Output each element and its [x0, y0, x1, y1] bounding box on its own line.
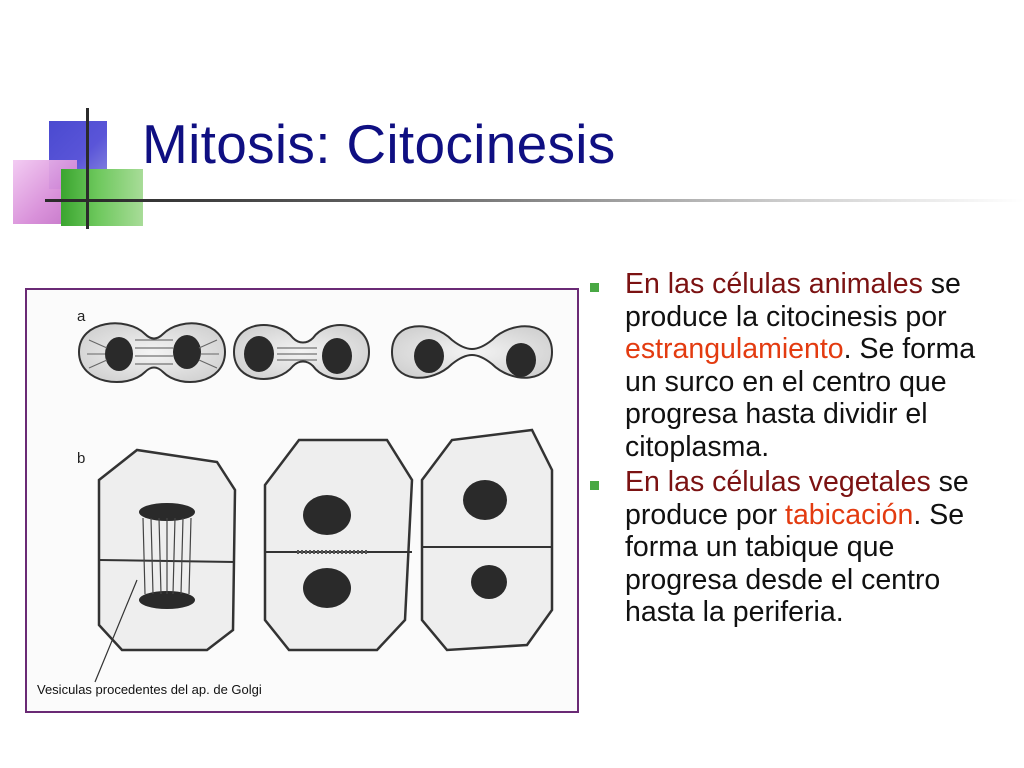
bullet-2-heading: En las células vegetales	[625, 466, 931, 498]
bullet-2-text-b: . Se forma un tabique que progresa desde el centro hasta la periferia.	[625, 498, 965, 628]
figure-label-a: a	[77, 308, 86, 325]
bullet-2-highlight: tabicación	[785, 498, 914, 531]
deco-green-square	[61, 169, 143, 226]
bullet-square-icon	[590, 283, 599, 292]
slide-title: Mitosis: Citocinesis	[142, 113, 616, 175]
bullet-1-highlight: estrangulamiento	[625, 333, 844, 365]
plant-cell-middle	[265, 440, 412, 650]
bullet-1-heading: En las células animales	[625, 268, 923, 300]
deco-vertical-line	[86, 108, 89, 229]
bullet-plant-cells	[590, 466, 1010, 629]
plant-cell-early	[95, 450, 235, 682]
figure-label-b: b	[77, 450, 86, 467]
cell-division-illustration	[27, 290, 577, 711]
bullet-1-text-a: se produce la citocinesis por	[625, 268, 961, 333]
animal-cell-early	[79, 323, 225, 382]
plant-cell-late	[422, 430, 552, 650]
animal-cell-late	[392, 326, 552, 378]
bullet-2-text-a: se produce por	[625, 466, 969, 531]
bullet-square-icon	[590, 481, 599, 490]
cytokinesis-figure	[25, 288, 579, 713]
figure-caption: Vesiculas procedentes del ap. de Golgi	[37, 682, 262, 697]
animal-cell-middle	[234, 325, 369, 379]
bullet-animal-cells	[590, 268, 1010, 463]
title-underline	[100, 199, 1024, 202]
bullet-1-text-b: . Se forma un surco en el centro que progresa hasta dividir el citoplasma.	[625, 333, 976, 463]
bullet-list	[590, 268, 1010, 632]
